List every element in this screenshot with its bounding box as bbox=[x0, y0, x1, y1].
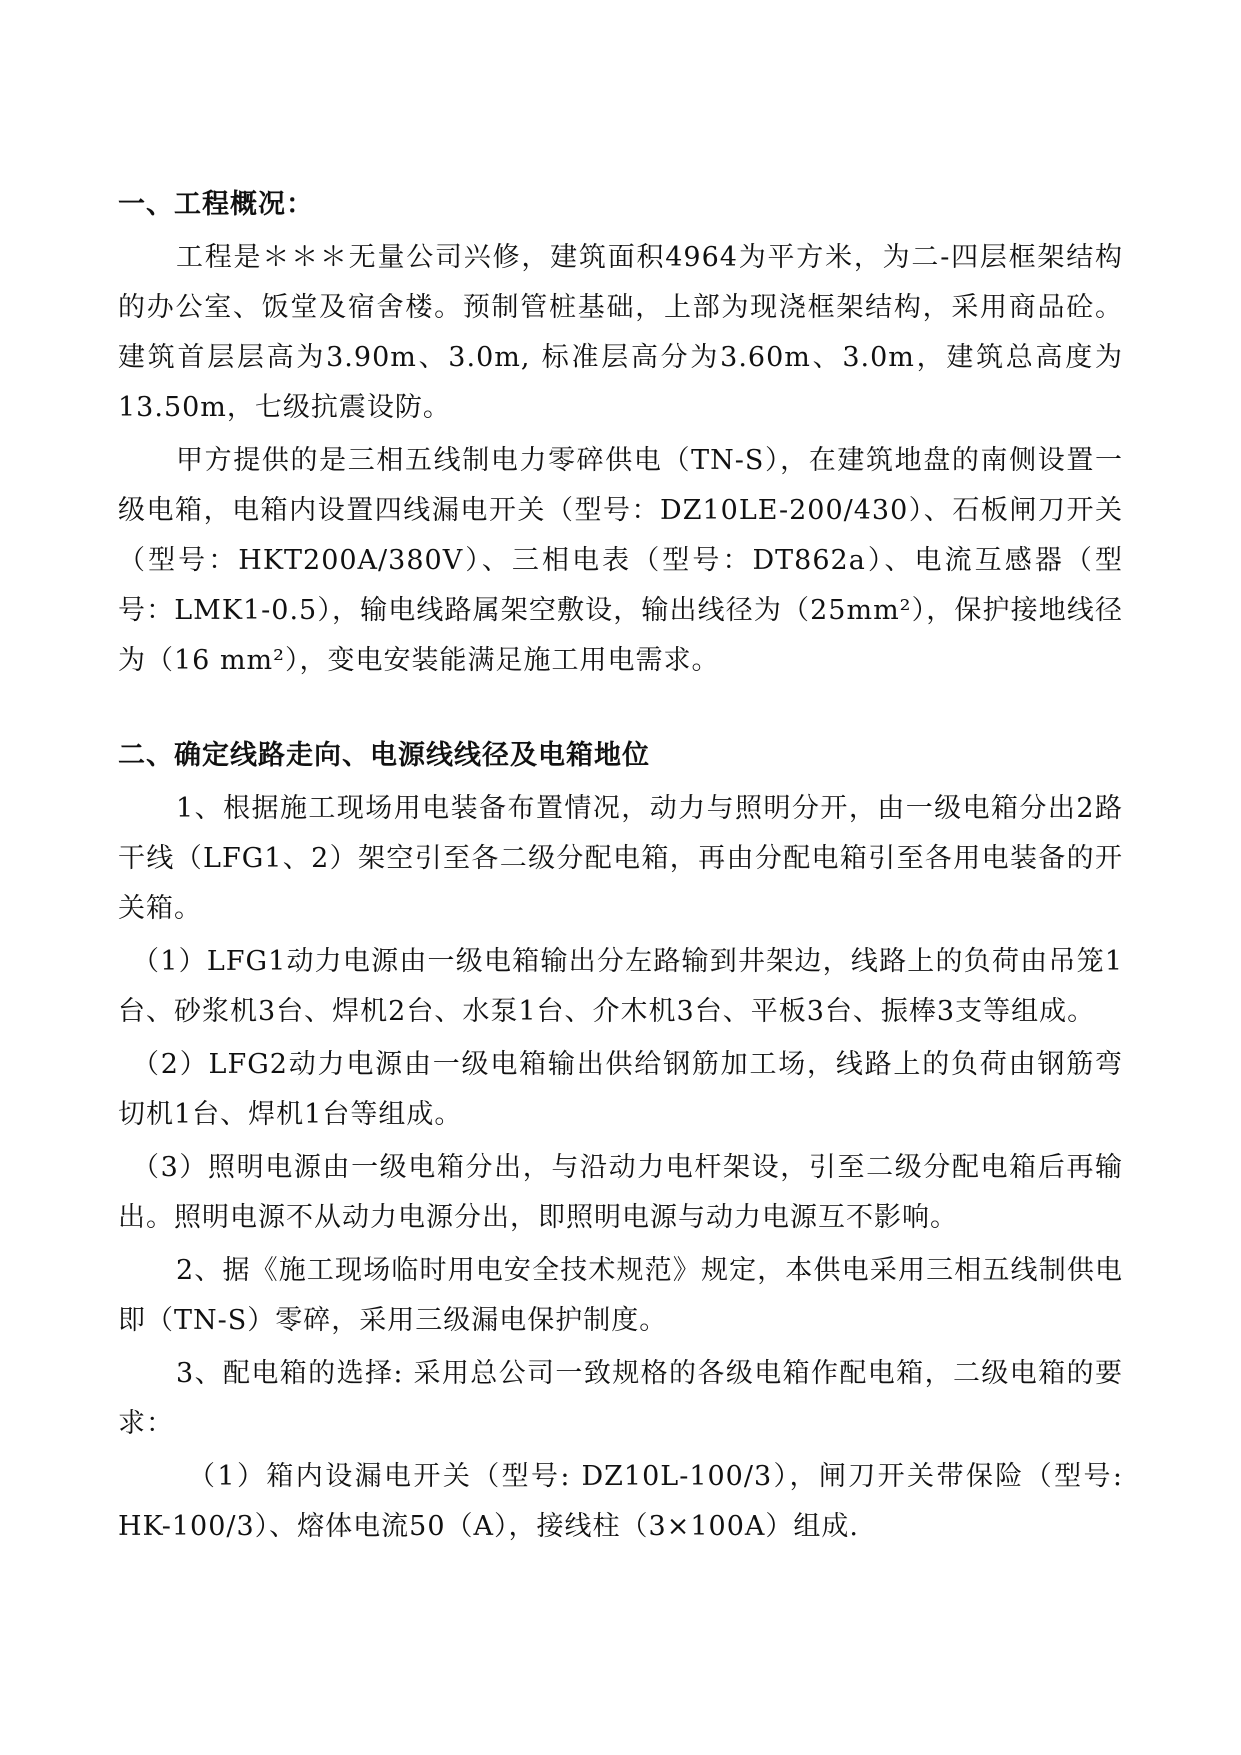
section2-paragraph-3: 3、配电箱的选择: 采用总公司一致规格的各级电箱作配电箱，二级电箱的要求： bbox=[118, 1358, 1123, 1439]
section2-item-1: （1）LFG1动力电源由一级电箱输出分左路输到井架边，线路上的负荷由吊笼1台、砂浆机3台、焊机2台、水泵1台、介木机3台、平板3台、振棒3支等组成。 bbox=[118, 946, 1123, 1027]
section2-item-2: （2）LFG2动力电源由一级电箱输出供给钢筋加工场，线路上的负荷由钢筋弯切机1台、焊机1台等组成。 bbox=[118, 1049, 1123, 1130]
section2-paragraph-2: 2、据《施工现场临时用电安全技术规范》规定，本供电采用三相五线制供电即（TN-S）零碎，采用三级漏电保护制度。 bbox=[118, 1255, 1123, 1336]
section-spacer bbox=[118, 686, 1123, 731]
section1-paragraph-1: 工程是＊＊＊无量公司兴修，建筑面积4964为平方米，为二-四层框架结构的办公室、饭堂及宿舍楼。预制管桩基础，上部为现浇框架结构，采用商品砼。建筑首层层高为3.90m、3.0m, 标准层高分为3.60m、3.0m，建筑总高度为13.50m，七级抗震设防。 bbox=[118, 242, 1123, 423]
section1-heading: 一、工程概况： bbox=[118, 189, 314, 220]
section2-heading: 二、确定线路走向、电源线线径及电箱地位 bbox=[118, 740, 650, 771]
section2-subitem-1: （1）箱内设漏电开关（型号: DZ10L-100/3），闸刀开关带保险（型号: HK-100/3）、熔体电流50（A），接线柱（3×100A）组成. bbox=[118, 1461, 1123, 1542]
section2-item-3: （3）照明电源由一级电箱分出，与沿动力电杆架设，引至二级分配电箱后再输出。照明电源不从动力电源分出，即照明电源与动力电源互不影响。 bbox=[118, 1152, 1123, 1233]
section2-paragraph-1: 1、根据施工现场用电装备布置情况，动力与照明分开，由一级电箱分出2路干线（LFG1、2）架空引至各二级分配电箱，再由分配电箱引至各用电装备的开关箱。 bbox=[118, 793, 1123, 924]
document-body bbox=[118, 180, 1123, 1552]
section1-paragraph-2: 甲方提供的是三相五线制电力零碎供电（TN-S），在建筑地盘的南侧设置一级电箱，电箱内设置四线漏电开关（型号：DZ10LE-200/430）、石板闸刀开关（型号：HKT200A/380V）、三相电表（型号：DT862a）、电流互感器（型号：LMK1-0.5），输电线路属架空敷设，输出线径为（25mm²），保护接地线径为（16 mm²），变电安装能满足施工用电需求。 bbox=[118, 445, 1123, 676]
